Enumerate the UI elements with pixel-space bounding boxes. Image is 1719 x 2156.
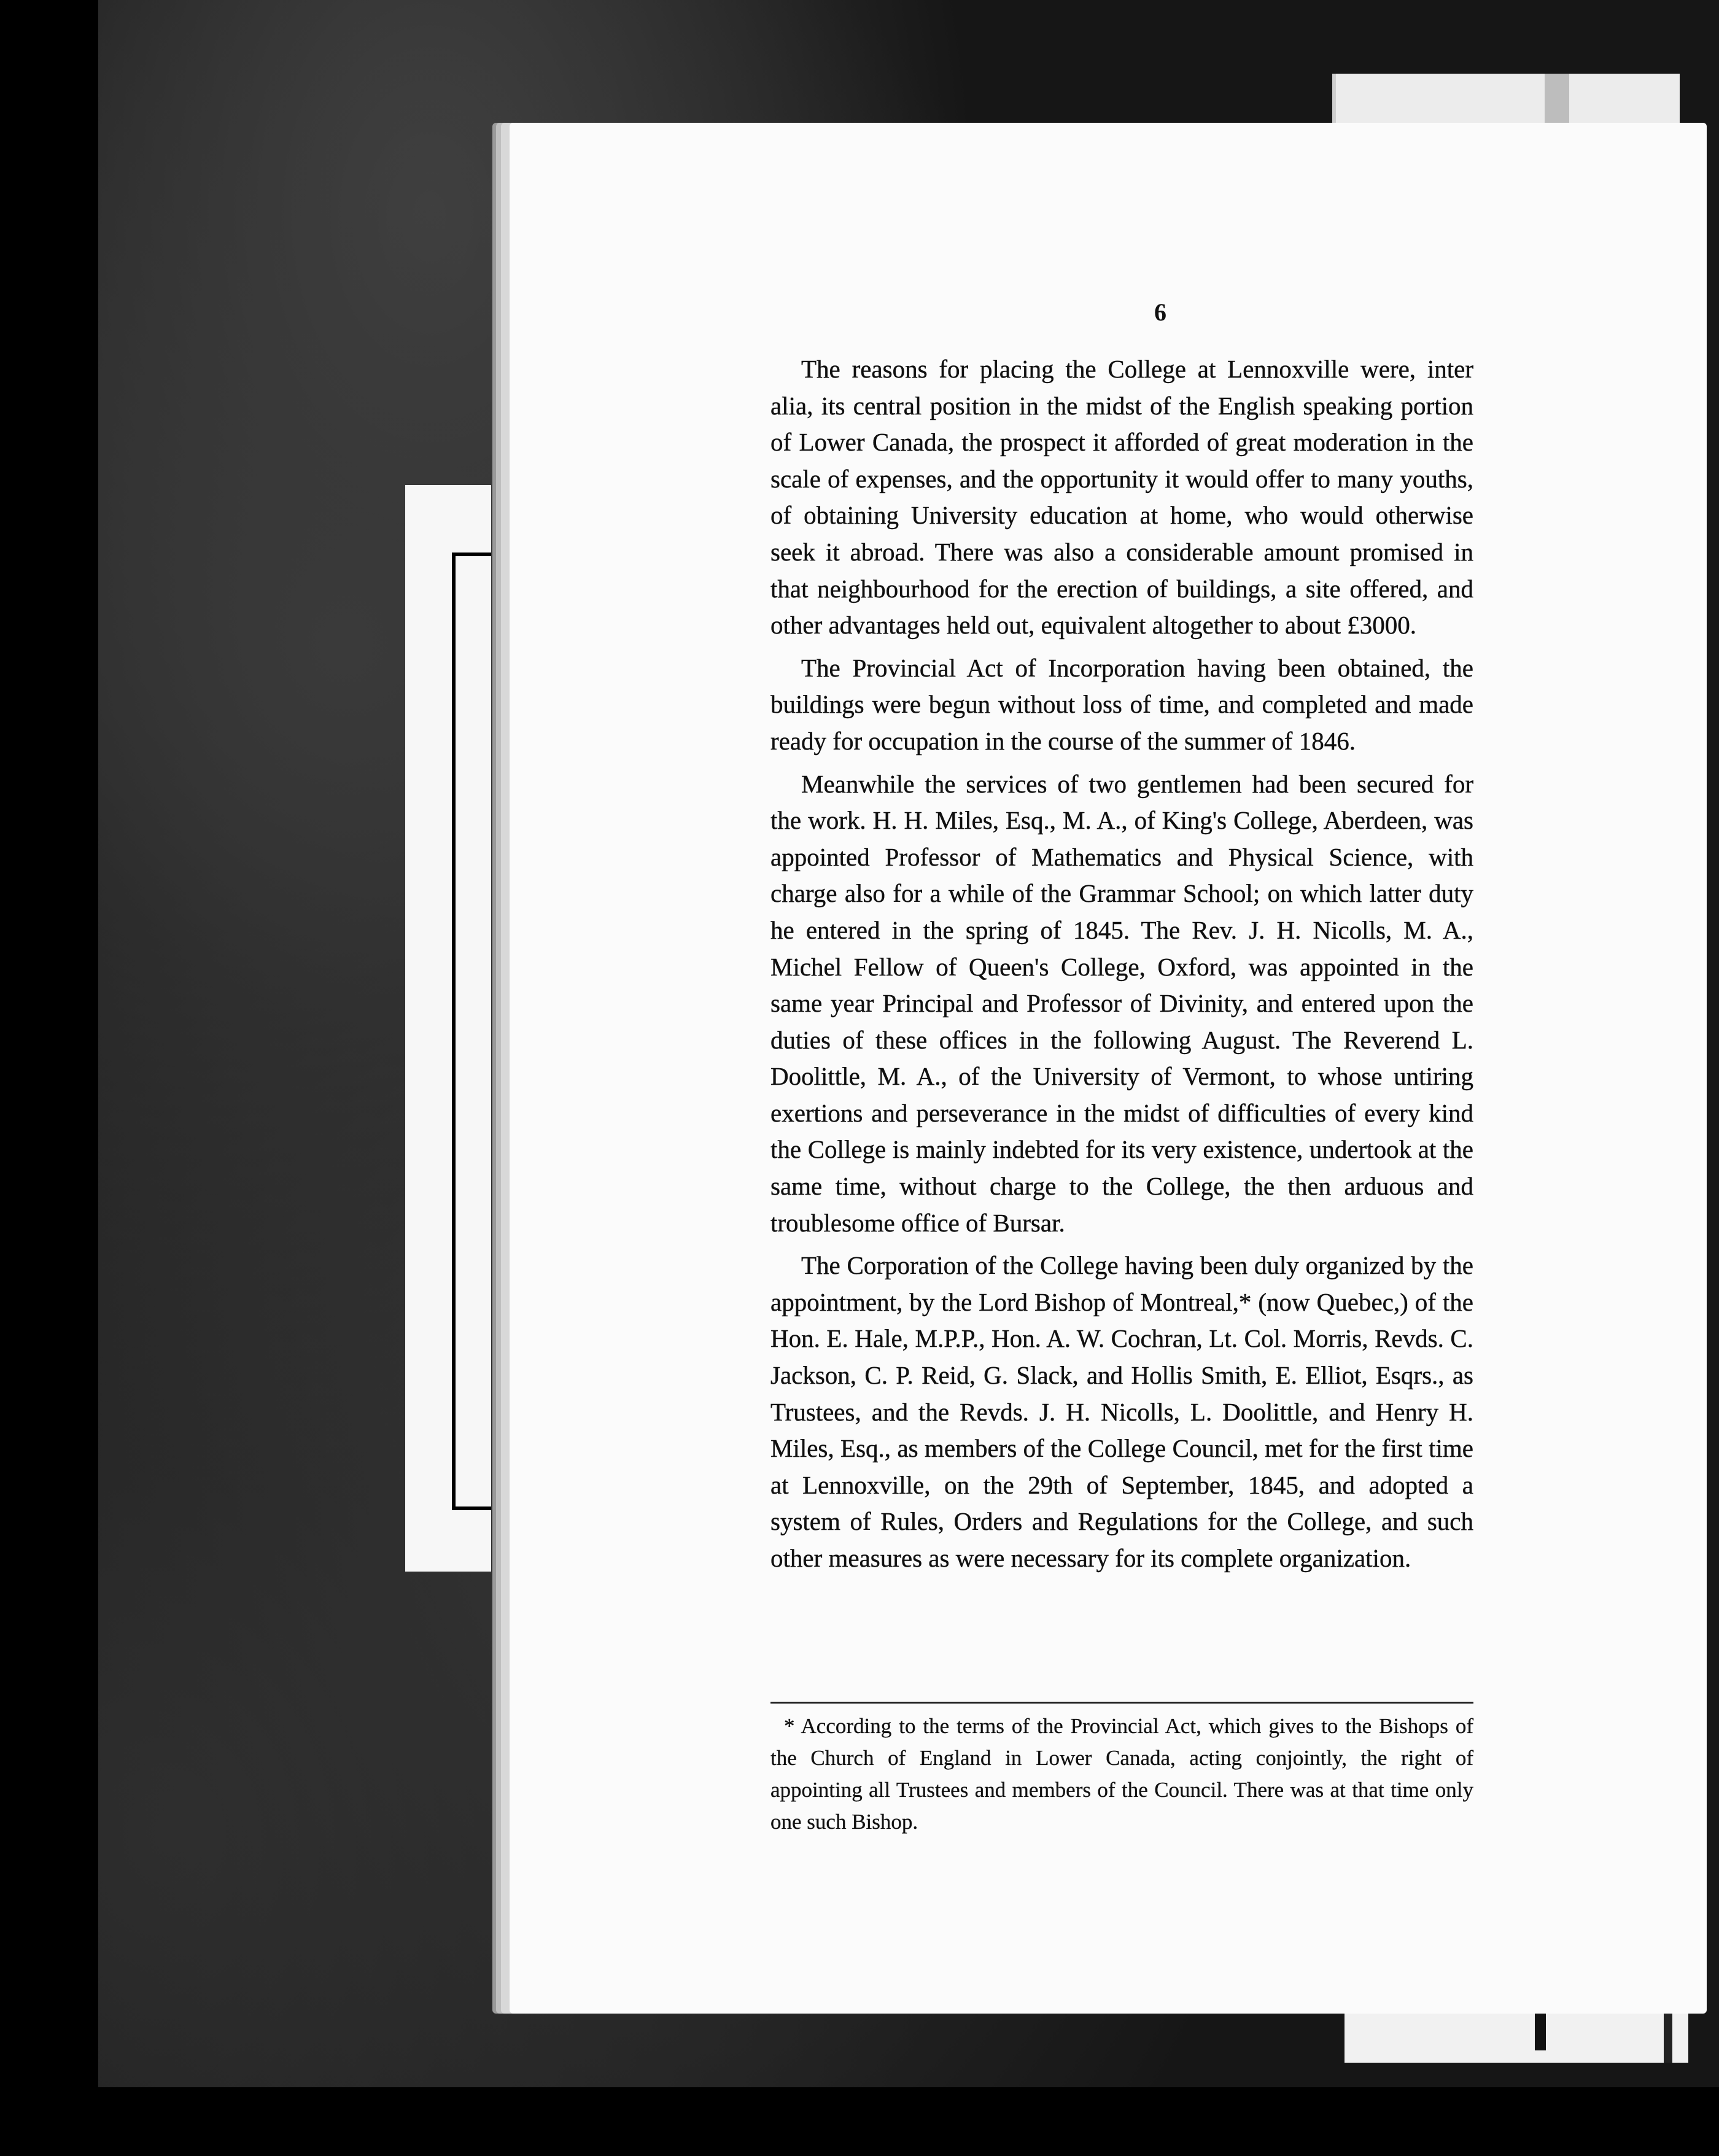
footnote-rule xyxy=(770,1702,1473,1704)
book-page xyxy=(510,123,1707,2014)
paragraph: Meanwhile the services of two gentlemen had been secured for the work. H. H. Miles, Esq., M. A., of King's College, Aberdeen, was appointed Professor of Mathematics and Physical Science, with charge also for a while of the Grammar School; on which latter duty he entered in the spring of 1845. The Rev. J. H. Nicolls, M. A., Michel Fellow of Queen's College, Oxford, was appointed in the same year Principal and Professor of Divinity, and entered upon the duties of these offices in the following August. The Reverend L. Doolittle, M. A., of the University of Vermont, to whose untiring exertions and perseverance in the midst of difficulties of every kind the College is mainly indebted for its very existence, undertook at the same time, without charge to the College, the then arduous and troublesome office of Bursar. xyxy=(770,769,1473,1237)
insert-strip xyxy=(405,485,491,1572)
paragraph: The Provincial Act of Incorporation having been obtained, the buildings were begun without loss of time, and completed and made ready for occupation in the course of the summer of 1846. xyxy=(770,653,1473,755)
paragraph: The Corporation of the College having been duly organized by the appointment, by the Lord Bishop of Montreal,* (now Quebec,) of the Hon. E. Hale, M.P.P., Hon. A. W. Cochran, Lt. Col. Morris, Revds. C. Jackson, C. P. Reid, G. Slack, and Hollis Smith, E. Elliot, Esqrs., as Trustees, and the Revds. J. H. Nicolls, L. Doolittle, and Henry H. Miles, Esq., as members of the College Council, met for the first time at Lennoxville, on the 29th of September, 1845, and adopted a system of Rules, Orders and Regulations for the College, and such other measures as were necessary for its complete organization. xyxy=(770,1251,1473,1572)
insert-strip-line xyxy=(452,553,491,556)
body-text xyxy=(770,351,1473,1583)
scan-bottom-border xyxy=(0,2087,1719,2156)
paragraph: The reasons for placing the College at Lennoxville were, inter alia, its central position in the midst of the English speaking portion of Lower Canada, the prospect it afforded of great moderation in the scale of expenses, and the opportunity it would offer to many youths, of obtaining University education at home, who would otherwise seek it abroad. There was also a considerable amount promised in that neighbourhood for the erection of buildings, a site offered, and other advantages held out, equivalent altogether to about £3000. xyxy=(770,355,1473,640)
page-number: 6 xyxy=(1154,298,1166,326)
scan-left-border xyxy=(0,0,98,2156)
top-tab-strip xyxy=(1332,74,1680,123)
footnote: * According to the terms of the Provincial Act, which gives to the Bishops of the Church of England in Lower Canada, acting conjointly, the right of appointing all Trustees and members of the Council. There was at that time only one such Bishop. xyxy=(770,1714,1473,1834)
top-tab-notch xyxy=(1545,74,1569,123)
insert-strip-line xyxy=(452,1506,491,1510)
insert-strip-line xyxy=(452,553,456,1510)
